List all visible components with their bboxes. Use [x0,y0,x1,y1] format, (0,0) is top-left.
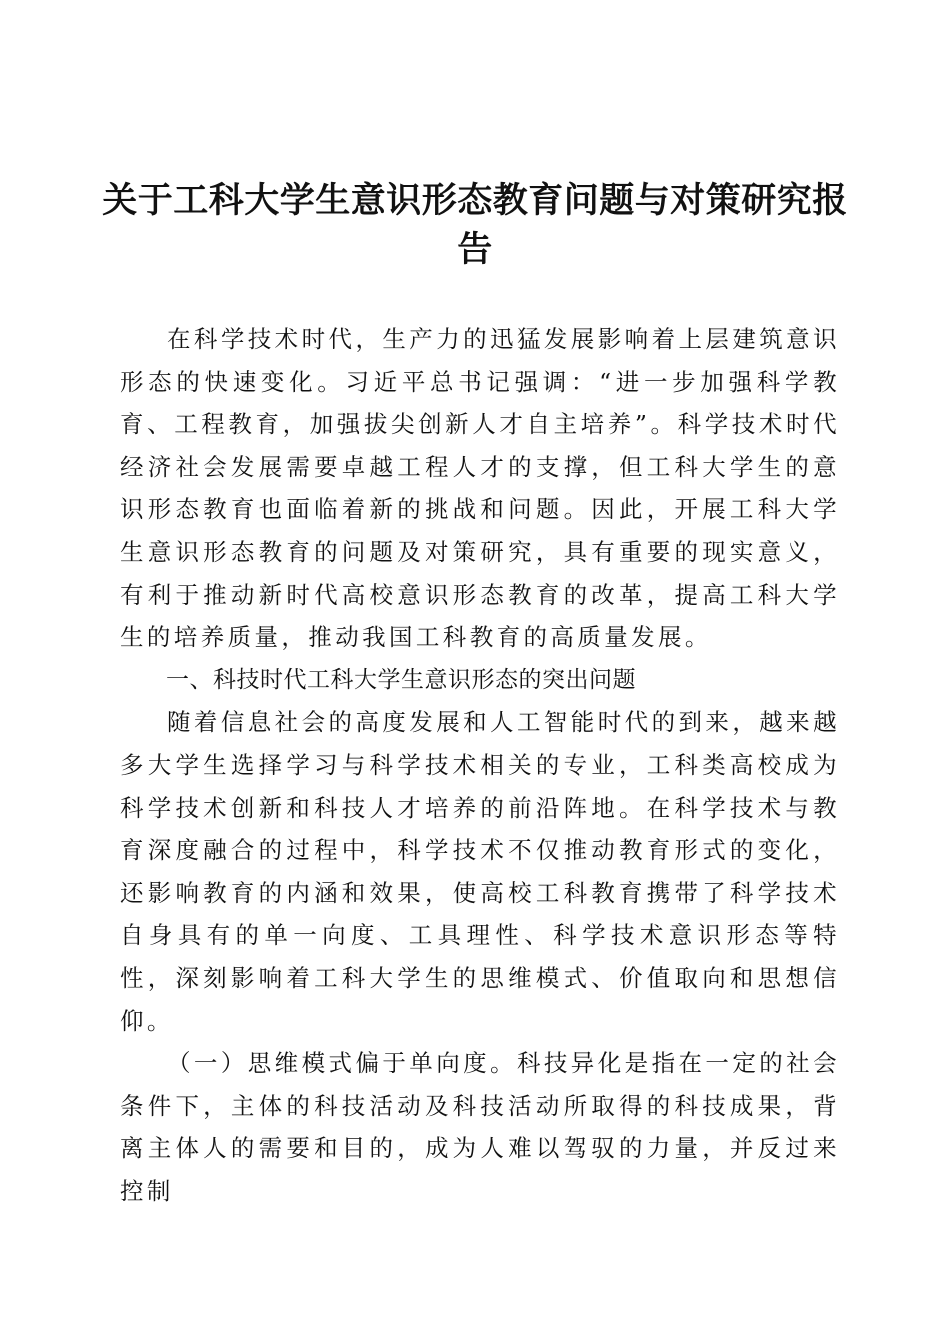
section-paragraph: 随着信息社会的高度发展和人工智能时代的到来，越来越多大学生选择学习与科学技术相关的专业，工科类高校成为科学技术创新和科技人才培养的前沿阵地。在科学技术与教育深度融合的过程中，科学技术不仅推动教育形式的变化，还影响教育的内涵和效果，使高校工科教育携带了科学技术自身具有的单一向度、工具理性、科学技术意识形态等特性，深刻影响着工科大学生的思维模式、价值取向和思想信仰。 [120,708,840,1035]
document-body [120,318,840,1212]
document-title: 关于工科大学生意识形态教育问题与对策研究报告 [102,180,848,270]
intro-paragraph: 在科学技术时代，生产力的迅猛发展影响着上层建筑意识形态的快速变化。习近平总书记强调：“进一步加强科学教育、工程教育，加强拔尖创新人才自主培养”。科学技术时代经济社会发展需要卓越工程人才的支撑，但工科大学生的意识形态教育也面临着新的挑战和问题。因此，开展工科大学生意识形态教育的问题及对策研究，具有重要的现实意义，有利于推动新时代高校意识形态教育的改革，提高工科大学生的培养质量，推动我国工科教育的高质量发展。 [120,325,840,652]
section-heading: 一、科技时代工科大学生意识形态的突出问题 [166,666,636,693]
subsection-paragraph: （一）思维模式偏于单向度。科技异化是指在一定的社会条件下，主体的科技活动及科技活动所取得的科技成果，背离主体人的需要和目的，成为人难以驾驭的力量，并反过来控制 [120,1049,840,1205]
